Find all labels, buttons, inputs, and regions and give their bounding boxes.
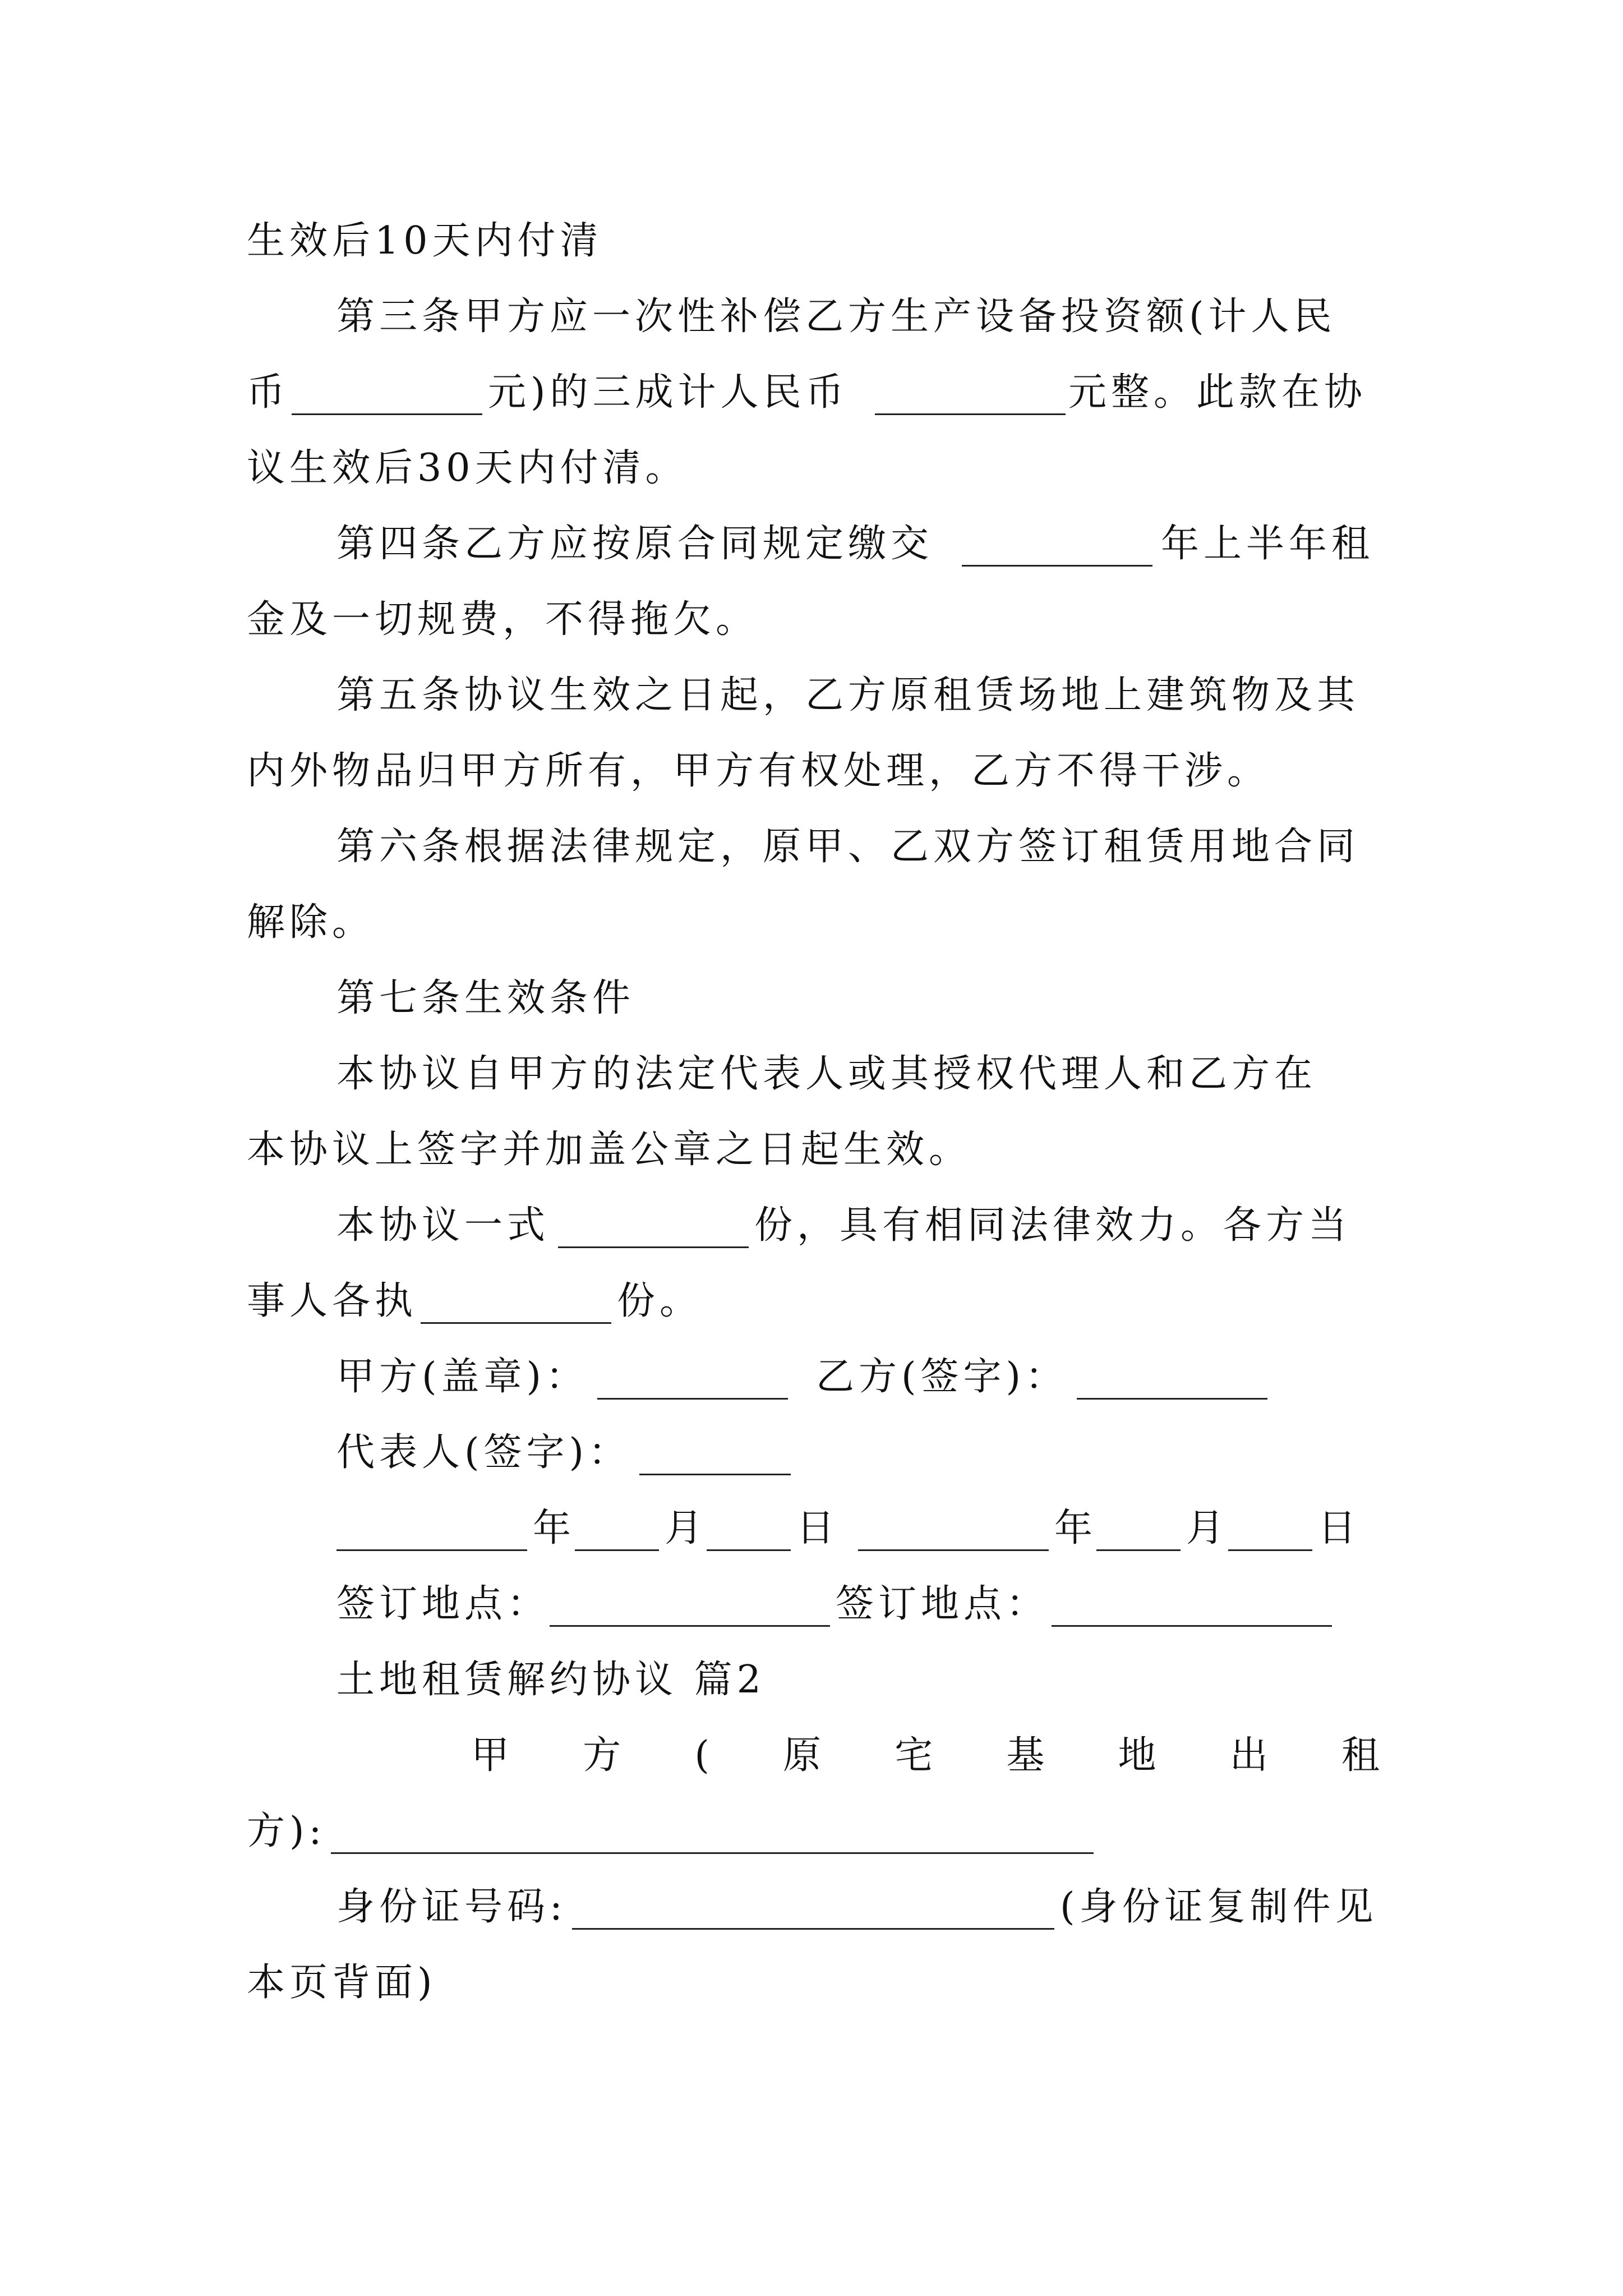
fill-blank: [875, 413, 1066, 415]
text: 元)的三成计人民币: [488, 370, 849, 415]
text: 本协议上签字并加盖公章之日起生效。: [247, 1128, 972, 1172]
char: 租: [1341, 1733, 1380, 1778]
justified-text: [471, 1725, 1380, 1787]
paragraph-line: [0, 362, 1623, 424]
text: 金及一切规费，不得拖欠。: [247, 597, 759, 642]
fill-blank: [336, 1549, 527, 1551]
signature-line: [0, 1422, 1623, 1484]
text: 解除。: [247, 900, 375, 945]
char: 基: [1006, 1733, 1045, 1778]
paragraph-line: [0, 589, 1623, 651]
fill-blank: [575, 1549, 659, 1551]
paragraph-line: [0, 1801, 1623, 1862]
text: 币: [247, 370, 290, 415]
fill-blank: [1096, 1549, 1181, 1551]
paragraph-line: [0, 740, 1623, 802]
place-line: [0, 1573, 1623, 1635]
text: 内外物品归甲方所有，甲方有权处理，乙方不得干涉。: [247, 749, 1270, 793]
year-label: 年: [533, 1506, 576, 1550]
paragraph-line: [0, 892, 1623, 954]
month-label: 月: [665, 1506, 708, 1550]
text: 本协议一式: [336, 1203, 550, 1248]
text: (身份证复制件见: [1060, 1885, 1378, 1929]
fill-blank: [858, 1549, 1049, 1551]
party-a-seal-label: 甲方(盖章)：: [336, 1355, 589, 1399]
text: 第五条协议生效之日起，乙方原租赁场地上建筑物及其: [336, 673, 1360, 717]
text: 事人各执: [247, 1279, 418, 1323]
text: 本页背面): [247, 1961, 437, 2005]
day-label: 日: [1318, 1506, 1361, 1550]
paragraph-line: [0, 1876, 1623, 1938]
fill-blank: [962, 565, 1152, 567]
text: 第四条乙方应按原合同规定缴交: [336, 522, 934, 566]
text: 份，具有相同法律效力。各方当: [754, 1203, 1352, 1248]
text: 第六条根据法律规定，原甲、乙双方签订租赁用地合同: [336, 825, 1360, 869]
signature-line: [0, 1346, 1623, 1408]
paragraph-line: [0, 1043, 1623, 1105]
char: 宅: [895, 1733, 933, 1778]
fill-blank: [1052, 1625, 1332, 1627]
text: 本协议自甲方的法定代表人或其授权代理人和乙方在: [336, 1052, 1317, 1096]
fill-blank: [707, 1549, 791, 1551]
party-b-sign-label: 乙方(签字)：: [816, 1355, 1068, 1399]
paragraph-line: [0, 210, 1623, 272]
paragraph-line: [0, 1195, 1623, 1257]
fill-blank: [292, 413, 482, 415]
text: 第三条甲方应一次性补偿乙方生产设备投资额(计人民: [336, 295, 1336, 339]
char: 地: [1118, 1733, 1156, 1778]
month-label: 月: [1186, 1506, 1229, 1550]
char: 甲: [471, 1733, 510, 1778]
text: 生效后10天内付清: [247, 219, 603, 263]
fill-blank: [572, 1928, 1054, 1930]
text: 第七条生效条件: [336, 976, 635, 1020]
signing-place-label: 签订地点：: [336, 1582, 550, 1626]
paragraph-line: [0, 286, 1623, 348]
text: 土地租赁解约协议 篇2: [336, 1658, 766, 1702]
id-number-label: 身份证号码:: [336, 1885, 567, 1929]
fill-blank: [1228, 1549, 1312, 1551]
date-line: [0, 1498, 1623, 1559]
paragraph-line: [0, 1271, 1623, 1332]
text: 年上半年租: [1161, 522, 1375, 566]
fill-blank: [639, 1474, 791, 1475]
text: 方):: [247, 1809, 326, 1853]
text: 议生效后30天内付清。: [247, 446, 688, 490]
section-heading: [0, 968, 1623, 1029]
paragraph-line: [0, 438, 1623, 499]
char: 原: [783, 1733, 822, 1778]
fill-blank: [1077, 1398, 1267, 1400]
fill-blank: [558, 1246, 749, 1248]
paragraph-line: [0, 1725, 1623, 1787]
paragraph-line: [0, 665, 1623, 726]
text: 份。: [617, 1279, 703, 1323]
paragraph-line: [0, 513, 1623, 575]
fill-blank: [597, 1398, 788, 1400]
fill-blank: [331, 1852, 1094, 1854]
paragraph-line: [0, 1952, 1623, 2014]
fill-blank: [421, 1322, 611, 1324]
section-title: [0, 1649, 1623, 1711]
representative-sign-label: 代表人(签字)：: [336, 1430, 631, 1475]
day-label: 日: [796, 1506, 840, 1550]
char: (: [694, 1733, 709, 1778]
signing-place-label: 签订地点：: [836, 1582, 1049, 1626]
char: 方: [583, 1733, 621, 1778]
fill-blank: [550, 1625, 830, 1627]
year-label: 年: [1054, 1506, 1098, 1550]
char: 出: [1229, 1733, 1268, 1778]
text: 元整。此款在协: [1068, 370, 1367, 415]
paragraph-line: [0, 816, 1623, 878]
paragraph-line: [0, 1119, 1623, 1181]
